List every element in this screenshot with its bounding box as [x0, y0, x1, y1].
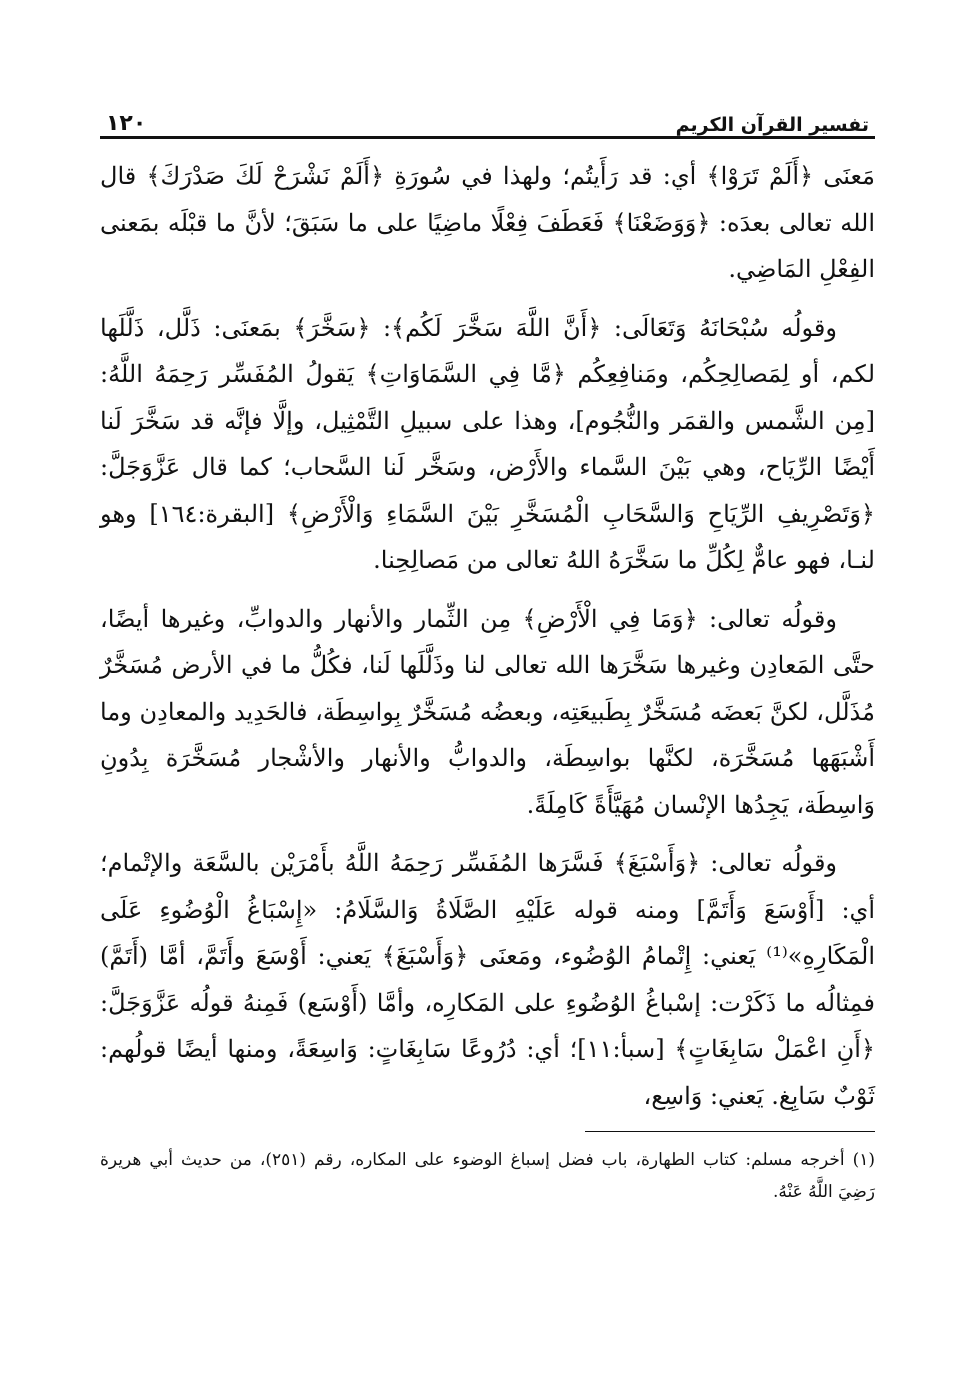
paragraph: وقولُه تعالى: ﴿وَمَا فِي الْأَرْضِ﴾ مِن الثِّمار والأنهار والدوابِّ، وغيرها أيضًا، حتَّى المَعادِن وغيرها سَخَّرَها الله تعالى لنا وذَلَّلَها لَنا، فكُلُّ ما في الأرض مُسَخَّرٌ مُذَلَّل، لكنَّ بَعضَه مُسَخَّرٌ بِطَبيعَتِه، وبعضُه مُسَخَّرٌ بِواسِطَة، فالحَدِيد والمعادِن وما أَشْبَهَها مُسَخَّرَة، لكنَّها بواسِطَة، والدوابُّ والأنهار والأشْجار مُسَخَّرَة بِدُونِ وَاسِطَة، يَجِدُها الإنْسان مُهَيَّأَةً كَامِلَةً.: [100, 604, 875, 819]
page-header: [100, 92, 875, 139]
book-page: [100, 92, 875, 1352]
running-title: تفسير القرآن الكريم: [675, 114, 869, 136]
page-number: ١٢٠: [106, 111, 147, 136]
footnotes: [100, 1144, 875, 1208]
paragraph: مَعنَى ﴿أَلَمْ تَرَوْا﴾ أي: قد رَأَيتُم؛ ولهذا في سُورَةِ ﴿أَلَمْ نَشْرَحْ لَكَ صَدْرَكَ﴾ قال الله تعالى بعدَه: ﴿وَوَضَعْنَا﴾ فَعَطَفَ فِعْلًا ماضِيًا على ما سَبَقَ؛ لأنَّ ما قبْلَه بمَعنى الفِعْلِ المَاضِي.: [100, 162, 875, 283]
footnote: (١) أخرجه مسلم: كتاب الطهارة، باب فضل إسباغ الوضوء على المكاره، رقم (٢٥١)، من حديث أبي هريرة رَضِيَ اللَّهُ عَنْهُ.: [100, 1150, 875, 1202]
footnote-separator: [585, 1131, 875, 1132]
paragraph: وقولُه سُبْحَانَهُ وَتَعَالَى: ﴿أَنَّ اللَّهَ سَخَّرَ لَكُم﴾: ﴿سَخَّرَ﴾ بمَعنَى: ذَلَّل، ذَلَّلَها لكم، أو لِمَصالِحِكُم، ومَنافِعِكُم ﴿مَّا فِي السَّمَاوَاتِ﴾ يَقولُ المُفَسِّر رَحِمَهُ اللَّهُ: [مِن الشَّمس والقمَر والنُّجُوم]، وهذا على سبيلِ التَّمْثِيل، وإلَّا فإنَّه قد سَخَّرَ لَنا أَيْضًا الرِّيَاح، وهي بَيْنَ السَّماء والأَرْض، وسَخَّر لَنا السَّحاب؛ كما قال عَزَّوَجَلَّ: ﴿وَتَصْرِيفِ الرِّيَاحِ وَالسَّحَابِ الْمُسَخَّرِ بَيْنَ السَّمَاءِ وَالْأَرْضِ﴾ [البقرة:١٦٤] وهو لنـا، فهو عامٌّ لِكُلِّ ما سَخَّرَهُ اللهُ تعالى من مَصالِحِنا.: [100, 313, 875, 574]
main-text: [100, 153, 875, 1119]
paragraph: وقولُه تعالى: ﴿وَأَسْبَغَ﴾ فَسَّرَها المُفَسِّر رَحِمَهُ اللَّهُ بأَمْرَيْن بالسَّعَة والإتْمام؛ أي: [أَوْسَعَ وَأَتَمَّ] ومنه قوله عَلَيْهِ الصَّلَاةُ وَالسَّلَامُ: «إِسْبَاغُ الْوُضُوءِ عَلَى الْمَكَارِهِ»⁽¹⁾ يَعني: إِتْمامُ الوُضُوء، ومَعنَى ﴿وَأَسْبَغَ﴾ يَعني: أَوْسَعَ وأَتَمَّ، أمَّا (أَتَمَّ) فمِثالُه ما ذَكَرْت: إسْباغُ الوُضُوءِ على المَكارِه، وأمَّا (أَوْسَع) فَمِنهُ قولُه عَزَّوَجَلَّ: ﴿أَنِ اعْمَلْ سَابِغَاتٍ﴾ [سبأ:١١]؛ أي: دُرُوعًا سَابِغَاتٍ: وَاسِعَةً، ومنها أيضًا قولُهم: ثَوْبٌ سَابِغ. يَعني: وَاسِع،: [100, 849, 875, 1110]
